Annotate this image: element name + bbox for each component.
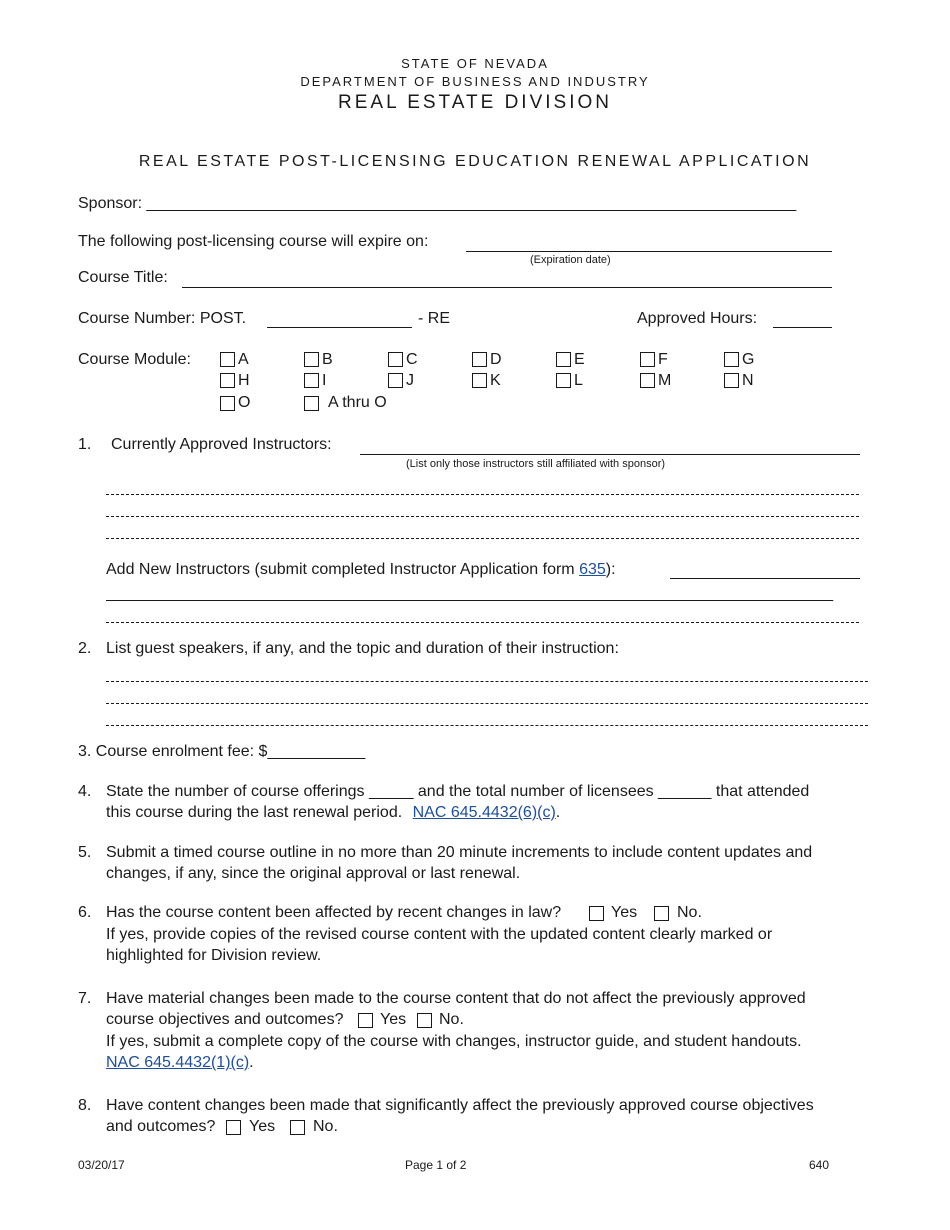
module-checkbox-b[interactable]: [304, 352, 319, 367]
item-8-line-2: and outcomes?: [106, 1118, 216, 1135]
module-checkbox-j[interactable]: [388, 373, 403, 388]
expiration-date-field[interactable]: [466, 251, 832, 252]
course-number-field[interactable]: [267, 327, 412, 328]
module-checkbox-n[interactable]: [724, 373, 739, 388]
new-instructors-continued-line[interactable]: ___________________: [664, 585, 834, 602]
item-2-text: List guest speakers, if any, and the topic and duration of their instruction:: [106, 640, 619, 657]
item-5-number: 5.: [78, 844, 92, 861]
module-label-b: B: [322, 351, 333, 368]
item-8-number: 8.: [78, 1097, 92, 1114]
sponsor-field[interactable]: _________________________________________________________________________: [146, 195, 797, 212]
item-4-line-2: [106, 804, 560, 822]
add-instructors-text: Add New Instructors (submit completed Instructor Application form: [106, 561, 575, 578]
item-7-line-4: [106, 1054, 254, 1072]
approved-hours-field[interactable]: [773, 327, 832, 328]
item-7-line-3: If yes, submit a complete copy of the course with changes, instructor guide, and student handouts.: [106, 1033, 802, 1050]
module-label-o: O: [238, 394, 251, 411]
expiration-date-caption: (Expiration date): [530, 254, 611, 266]
new-instructors-field[interactable]: [670, 578, 860, 579]
law-change-no-checkbox[interactable]: [654, 906, 669, 921]
approved-hours-label: Approved Hours:: [637, 310, 758, 327]
module-checkbox-h[interactable]: [220, 373, 235, 388]
sponsor-row: [78, 195, 796, 213]
module-checkbox-e[interactable]: [556, 352, 571, 367]
instructors-field[interactable]: [360, 454, 860, 455]
item-4-line-1: State the number of course offerings _____ and the total number of licensees ______ that attended: [106, 783, 810, 800]
form-title: REAL ESTATE POST-LICENSING EDUCATION RENEWAL APPLICATION: [138, 153, 812, 170]
module-checkbox-f[interactable]: [640, 352, 655, 367]
instructors-caption: (List only those instructors still affiliated with sponsor): [406, 458, 666, 470]
course-title-field[interactable]: [182, 287, 832, 288]
item-6-line-1: Has the course content been affected by recent changes in law?: [106, 904, 562, 921]
module-label-n: N: [742, 372, 754, 389]
module-checkbox-l[interactable]: [556, 373, 571, 388]
add-instructors-row: [106, 561, 616, 579]
module-label-a: A: [238, 351, 249, 368]
course-number-label: Course Number: POST.: [78, 310, 247, 327]
item-6-number: 6.: [78, 904, 92, 921]
expire-label: The following post-licensing course will expire on:: [78, 233, 429, 250]
instructors-line-2[interactable]: [106, 516, 859, 517]
sponsor-label: Sponsor:: [78, 195, 143, 212]
guest-speakers-line-2[interactable]: [106, 703, 868, 704]
nac-6-c-link[interactable]: NAC 645.4432(6)(c): [412, 804, 556, 821]
instructors-line-1[interactable]: [106, 494, 859, 495]
module-label-h: H: [238, 372, 250, 389]
significant-change-no-checkbox[interactable]: [290, 1120, 305, 1135]
footer-page-number: Page 1 of 2: [405, 1158, 467, 1172]
module-label-e: E: [574, 351, 585, 368]
instructors-line-3[interactable]: [106, 538, 859, 539]
law-change-yes-checkbox[interactable]: [589, 906, 604, 921]
module-checkbox-o[interactable]: [220, 396, 235, 411]
module-checkbox-m[interactable]: [640, 373, 655, 388]
significant-change-no-label: No.: [313, 1118, 338, 1135]
item-6-line-2: If yes, provide copies of the revised course content with the updated content clearly marked or: [106, 926, 773, 943]
material-change-no-label: No.: [439, 1011, 464, 1028]
footer-form-number: 640: [809, 1158, 830, 1172]
item-7-line-2: course objectives and outcomes?: [106, 1011, 344, 1028]
material-change-yes-label: Yes: [380, 1011, 407, 1028]
module-checkbox-g[interactable]: [724, 352, 739, 367]
module-label-c: C: [406, 351, 418, 368]
new-instructors-line-2[interactable]: [106, 622, 859, 623]
material-change-no-checkbox[interactable]: [417, 1013, 432, 1028]
law-change-yes-label: Yes: [611, 904, 638, 921]
module-label-m: M: [658, 372, 672, 389]
module-label-d: D: [490, 351, 502, 368]
module-checkbox-a[interactable]: [220, 352, 235, 367]
course-module-label: Course Module:: [78, 351, 191, 368]
module-label-l: L: [574, 372, 583, 389]
module-checkbox-i[interactable]: [304, 373, 319, 388]
module-checkbox-k[interactable]: [472, 373, 487, 388]
item-4-number: 4.: [78, 783, 92, 800]
item-1-number: 1.: [78, 436, 92, 453]
item-2-number: 2.: [78, 640, 92, 657]
state-heading: STATE OF NEVADA: [401, 56, 549, 71]
item-4-end: .: [555, 804, 561, 821]
form-635-link[interactable]: 635: [579, 561, 606, 578]
item-7-number: 7.: [78, 990, 92, 1007]
item-7-line-1: Have material changes been made to the course content that do not affect the previously approved: [106, 990, 806, 1007]
module-label-k: K: [490, 372, 501, 389]
department-heading: DEPARTMENT OF BUSINESS AND INDUSTRY: [300, 74, 650, 89]
module-label-j: J: [406, 372, 414, 389]
item-1-label: Currently Approved Instructors:: [111, 436, 332, 453]
nac-1-c-link[interactable]: NAC 645.4432(1)(c): [106, 1054, 250, 1071]
item-3-enrolment-fee: 3. Course enrolment fee: $___________: [78, 743, 366, 760]
item-4-line-2-text: this course during the last renewal period.: [106, 804, 403, 821]
footer-date: 03/20/17: [78, 1158, 125, 1172]
item-7-end: .: [249, 1054, 254, 1071]
module-label-g: G: [742, 351, 755, 368]
item-5-line-1: Submit a timed course outline in no more than 20 minute increments to include content updates and: [106, 844, 813, 861]
module-label-a-thru-o: A thru O: [328, 394, 387, 411]
module-checkbox-d[interactable]: [472, 352, 487, 367]
module-label-i: I: [322, 372, 327, 389]
add-instructors-end: ):: [605, 561, 616, 578]
module-checkbox-c[interactable]: [388, 352, 403, 367]
course-title-label: Course Title:: [78, 269, 168, 286]
item-5-line-2: changes, if any, since the original approval or last renewal.: [106, 865, 521, 882]
significant-change-yes-checkbox[interactable]: [226, 1120, 241, 1135]
new-instructors-line-1[interactable]: [106, 600, 665, 601]
law-change-no-label: No.: [677, 904, 702, 921]
module-checkbox-a-thru-o[interactable]: [304, 396, 319, 411]
item-8-line-1: Have content changes been made that significantly affect the previously approved course objectives: [106, 1097, 814, 1114]
module-label-f: F: [658, 351, 668, 368]
guest-speakers-line-1[interactable]: [106, 681, 868, 682]
material-change-yes-checkbox[interactable]: [358, 1013, 373, 1028]
course-number-suffix: - RE: [418, 310, 450, 327]
significant-change-yes-label: Yes: [249, 1118, 276, 1135]
guest-speakers-line-3[interactable]: [106, 725, 868, 726]
division-heading: REAL ESTATE DIVISION: [338, 92, 612, 113]
item-6-line-3: highlighted for Division review.: [106, 947, 322, 964]
